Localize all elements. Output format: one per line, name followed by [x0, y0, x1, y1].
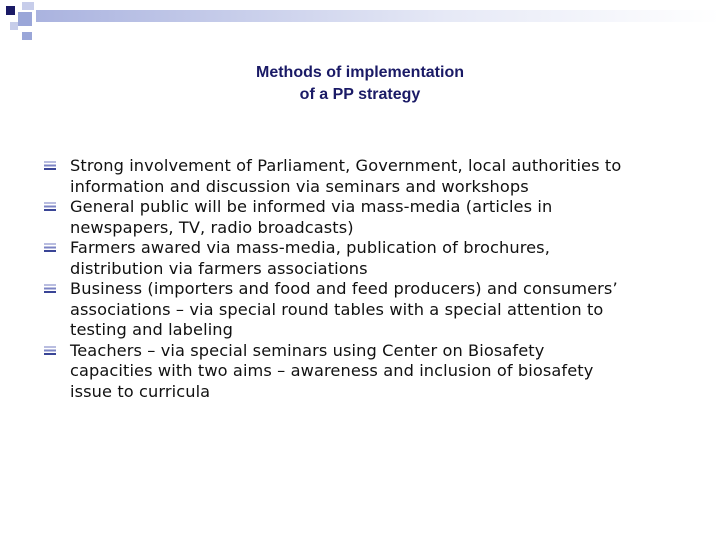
list-item-line: capacities with two aims – awareness and inclusion of biosafety: [70, 361, 594, 380]
list-item: [44, 279, 704, 341]
title-line-2: of a PP strategy: [299, 86, 421, 103]
list-item-line: associations – via special round tables with a special attention to: [70, 299, 604, 319]
striped-bullet-icon: [44, 202, 56, 211]
list-item-line: Farmers awared via mass-media, publication of brochures,: [70, 238, 550, 257]
list-item-line: Strong involvement of Parliament, Government, local authorities to: [70, 156, 622, 175]
list-item: [44, 238, 704, 279]
logo-square-lower: [22, 32, 32, 40]
list-item-line: issue to curricula: [70, 381, 211, 401]
header-decoration: [0, 0, 720, 48]
list-item: [44, 156, 704, 197]
list-item: [44, 341, 704, 403]
list-item-line: General public will be informed via mass-media (articles in: [70, 197, 553, 216]
list-item-line: Business (importers and food and feed producers) and consumers’: [70, 279, 618, 298]
logo-square-light: [18, 12, 32, 26]
striped-bullet-icon: [44, 161, 56, 170]
list-item-line: newspapers, TV, radio broadcasts): [70, 217, 354, 237]
logo-square-dark: [6, 6, 15, 15]
logo-square-white: [22, 2, 34, 10]
list-item-line: Teachers – via special seminars using Center on Biosafety: [70, 340, 545, 360]
striped-bullet-icon: [44, 284, 56, 293]
striped-bullet-icon: [44, 243, 56, 252]
logo-square-small: [10, 22, 18, 30]
slide-title: [150, 62, 570, 106]
title-line-1: Methods of implementation: [256, 64, 464, 81]
list-item: [44, 197, 704, 238]
list-item-line: testing and labeling: [70, 320, 234, 339]
list-item-line: information and discussion via seminars and workshops: [70, 176, 529, 196]
header-band: [36, 10, 720, 22]
list-item-line: distribution via farmers associations: [70, 258, 368, 278]
bullet-list: [44, 156, 704, 402]
striped-bullet-icon: [44, 346, 56, 355]
